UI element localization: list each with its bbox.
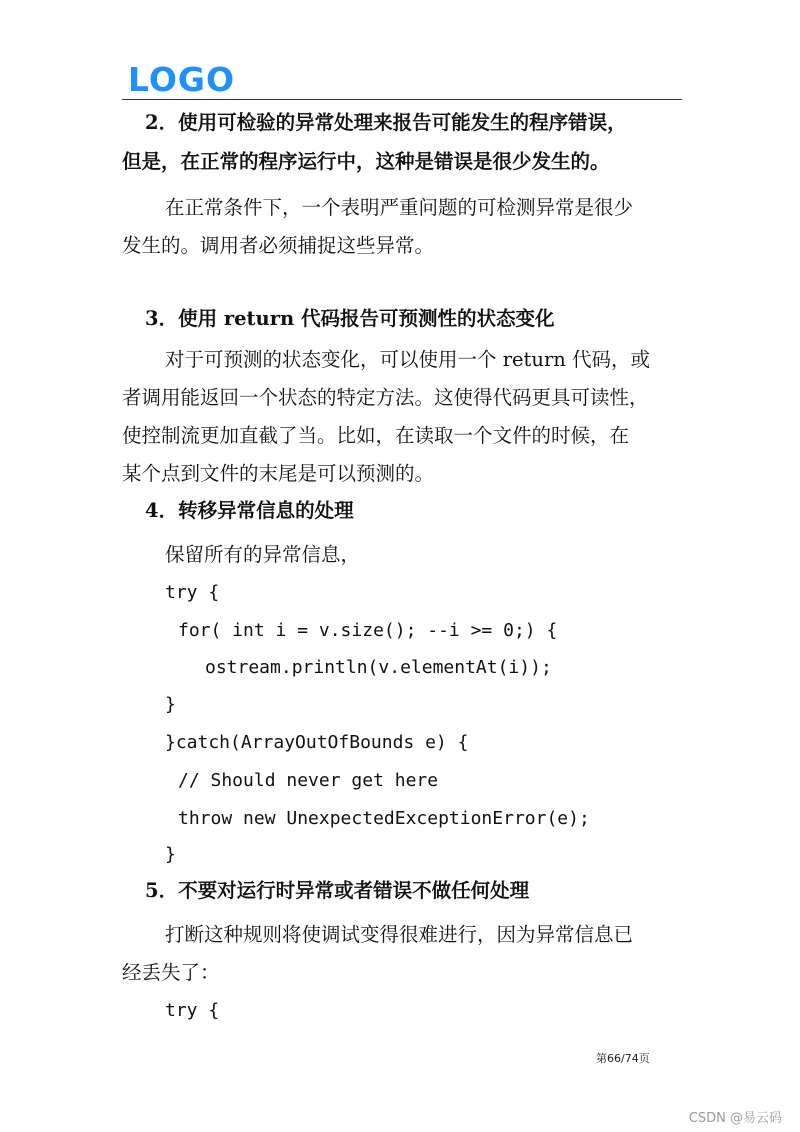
section-3-paragraph-line-3: 使控制流更加直截了当。比如，在读取一个文件的时候，在: [122, 424, 630, 447]
section-2-title-line-1: 2．使用可检验的异常处理来报告可能发生的程序错误，: [145, 111, 627, 134]
code-line: }: [165, 694, 176, 715]
code-line: throw new UnexpectedExceptionError(e);: [178, 808, 590, 829]
section-2-title-line-2: 但是，在正常的程序运行中，这种是错误是很少发生的。: [122, 150, 610, 173]
code-line: try {: [165, 1000, 220, 1021]
section-5-title: 5．不要对运行时异常或者错误不做任何处理: [145, 879, 530, 902]
watermark: CSDN @易云码: [688, 1111, 782, 1126]
code-line: ostream.println(v.elementAt(i));: [205, 657, 552, 678]
section-3-paragraph-line-4: 某个点到文件的末尾是可以预测的。: [122, 462, 435, 485]
code-line: // Should never get here: [178, 770, 439, 791]
section-2-paragraph-line-1: 在正常条件下，一个表明严重问题的可检测异常是很少: [165, 196, 634, 219]
page-number: 第66/74页: [596, 1052, 650, 1065]
code-line: try {: [165, 582, 220, 603]
section-5-paragraph-line-1: 打断这种规则将使调试变得很难进行，因为异常信息已: [165, 923, 634, 946]
logo: LOGO: [128, 60, 236, 99]
section-5-paragraph-line-2: 经丢失了：: [122, 961, 220, 984]
section-2-paragraph-line-2: 发生的。调用者必须捕捉这些异常。: [122, 234, 435, 257]
header-divider: [122, 99, 682, 100]
section-4-title: 4．转移异常信息的处理: [145, 499, 354, 522]
section-3-title: 3．使用 return 代码报告可预测性的状态变化: [145, 307, 555, 330]
code-line: }: [165, 844, 176, 865]
section-3-paragraph-line-2: 者调用能返回一个状态的特定方法。这使得代码更具可读性，: [122, 386, 649, 409]
code-line: }catch(ArrayOutOfBounds e) {: [165, 732, 469, 753]
section-3-paragraph-line-1: 对于可预测的状态变化，可以使用一个 return 代码，或: [165, 348, 651, 371]
section-4-paragraph: 保留所有的异常信息，: [165, 543, 361, 566]
code-line: for( int i = v.size(); --i >= 0;) {: [178, 620, 558, 641]
